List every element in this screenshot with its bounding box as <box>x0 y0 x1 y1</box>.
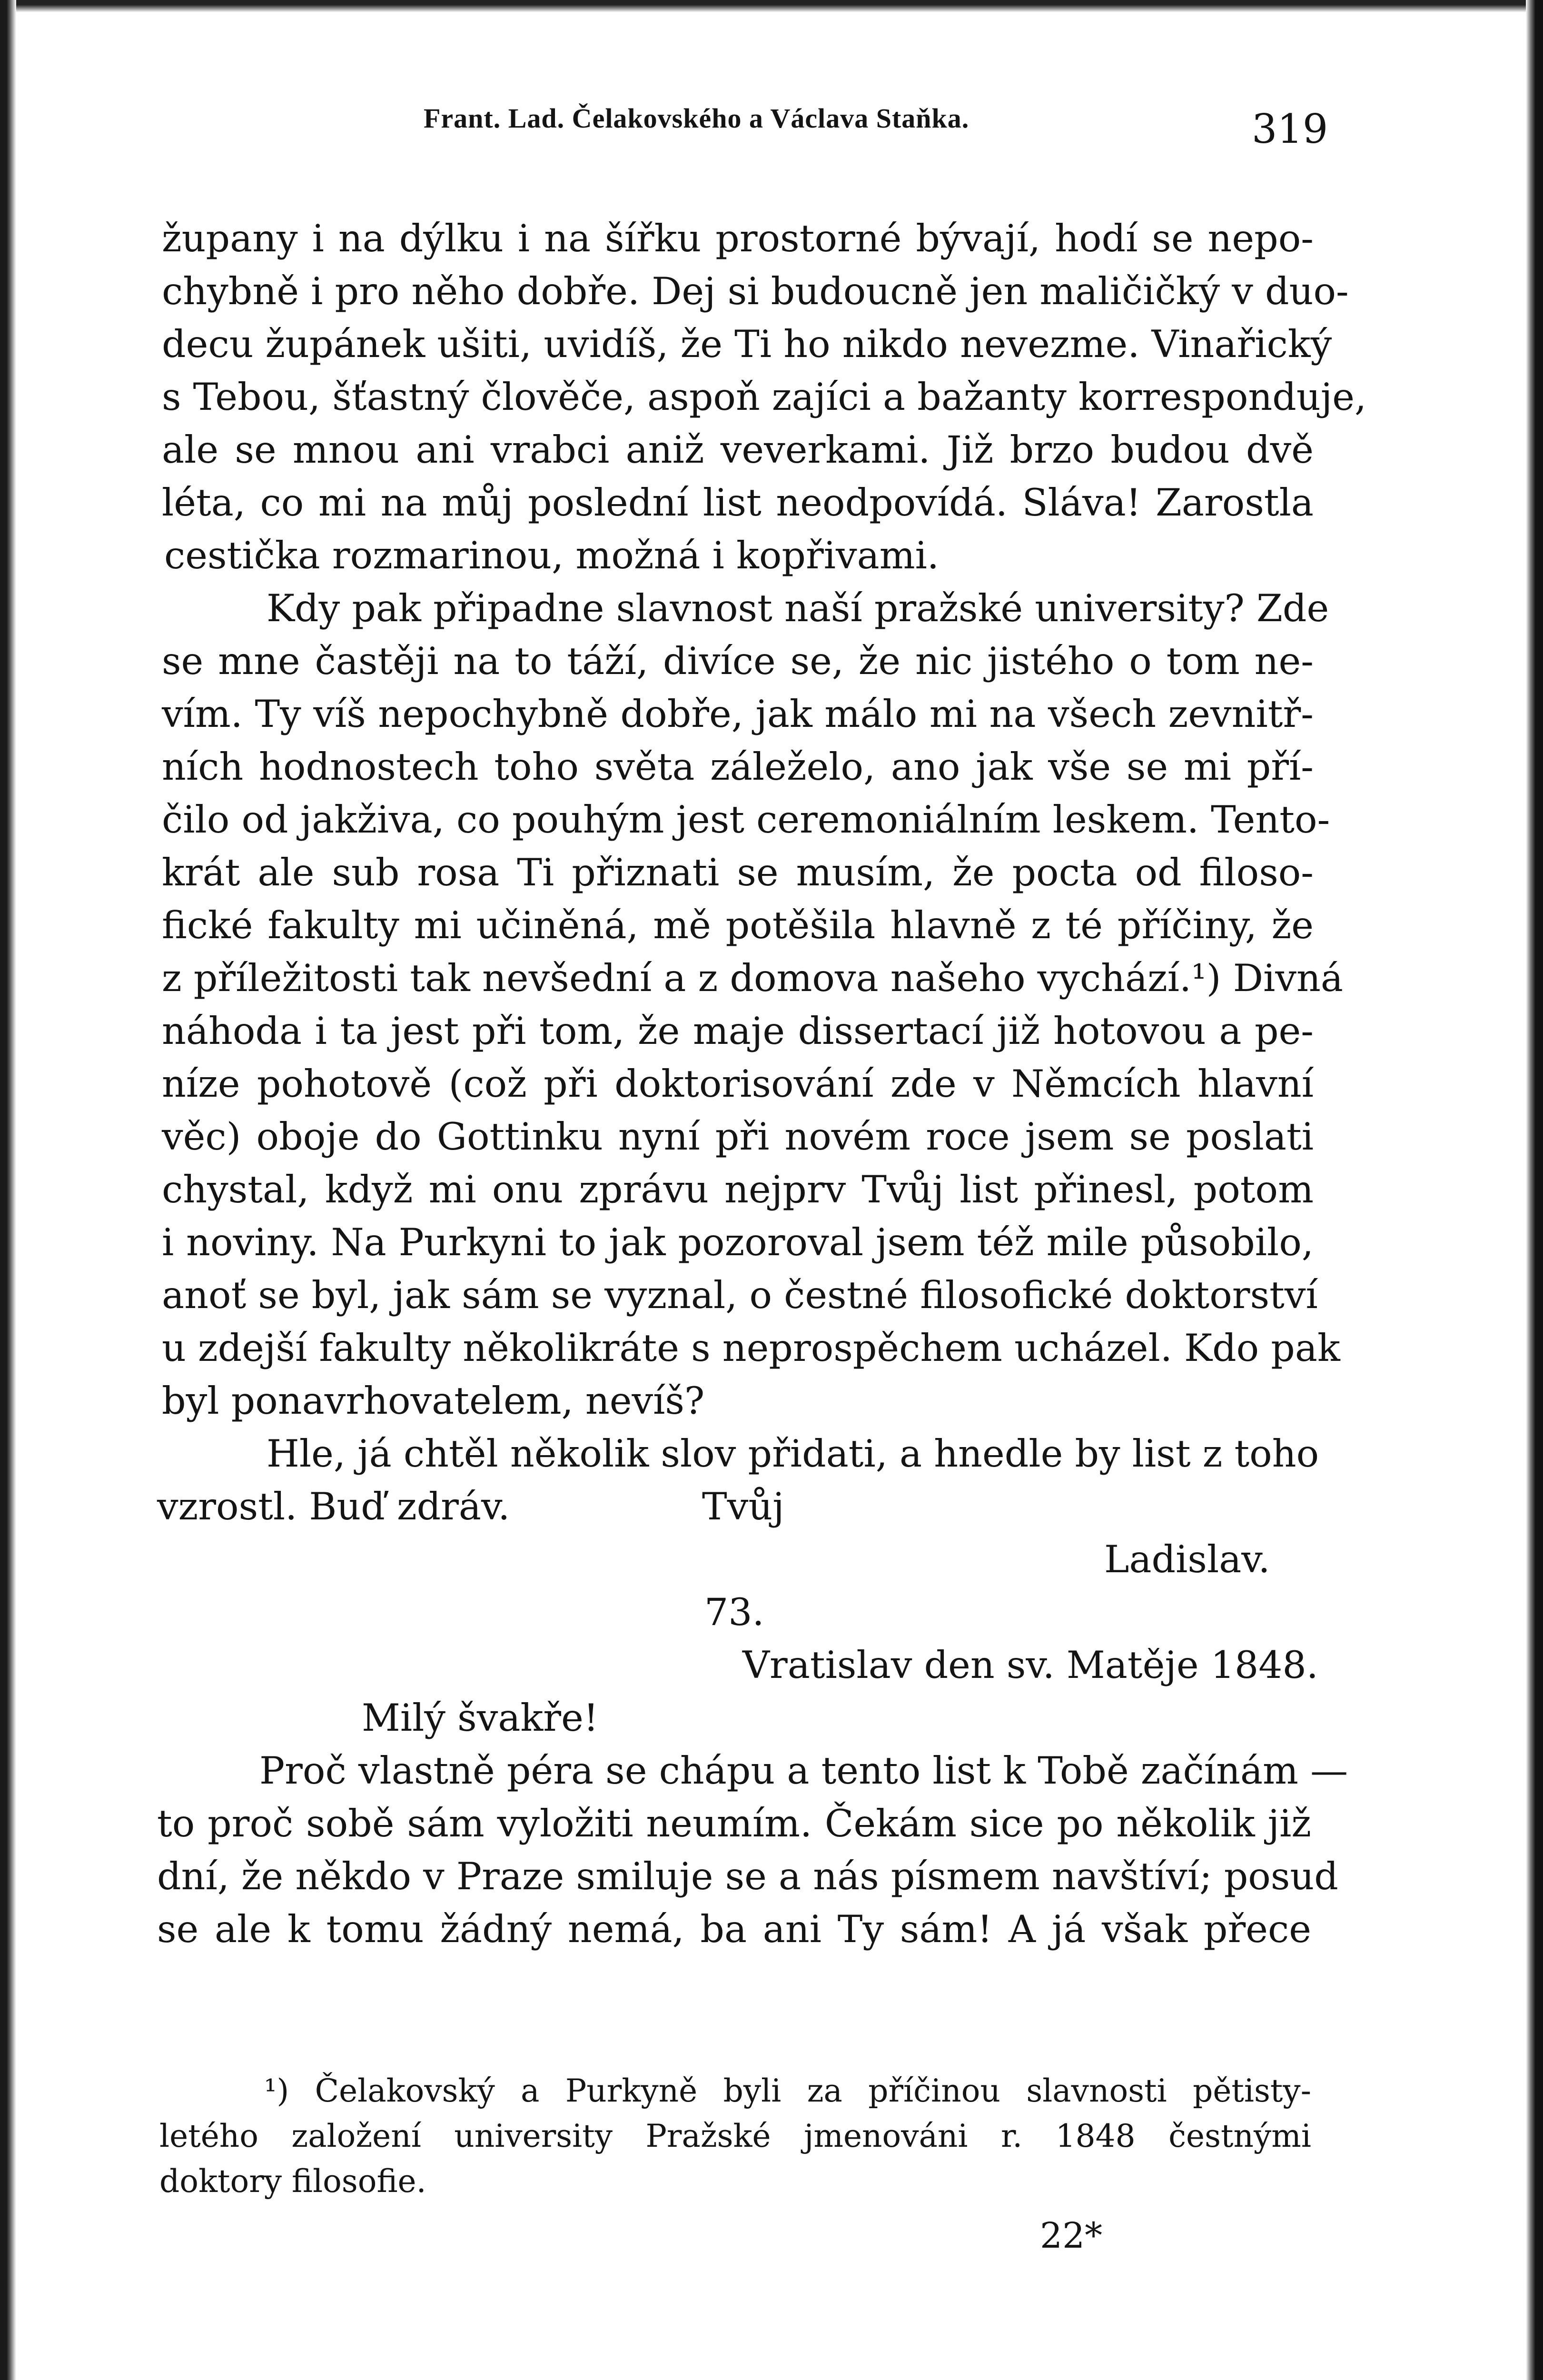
body-line: anoť se byl, jak sám se vyznal, o čestné filosofické doktorství <box>162 1273 1318 1317</box>
body-line: náhoda i ta jest při tom, že maje dissertací již hotovou a pe- <box>162 1009 1314 1053</box>
letter-line: to proč sobě sám vyložiti neumím. Čekám sice po několik již <box>157 1802 1311 1845</box>
closing-salutation: Tvůj <box>702 1485 784 1528</box>
footnote-line: doktory filosofie. <box>159 2163 426 2200</box>
body-line: ních hodnostech toho světa záleželo, ano jak vše se mi pří- <box>162 745 1314 789</box>
signature: Ladislav. <box>1104 1537 1270 1581</box>
body-line: vím. Ty víš nepochybně dobře, jak málo mi na všech zevnitř- <box>162 692 1314 736</box>
body-line: chybně i pro něho dobře. Dej si budoucně jen maličičký v duo- <box>162 269 1349 313</box>
body-line: Hle, já chtěl několik slov přidati, a hnedle by list z toho <box>267 1432 1319 1476</box>
body-line: s Tebou, šťastný člověče, aspoň zajíci a bažanty korresponduje, <box>162 375 1367 419</box>
body-line: léta, co mi na můj poslední list neodpovídá. Sláva! Zarostla <box>162 481 1314 525</box>
body-line: župany i na dýlku i na šířku prostorné bývají, hodí se nepo- <box>162 217 1314 260</box>
footnote-line: ¹) Čelakovský a Purkyně byli za příčinou slavnosti pětisty- <box>264 2073 1311 2109</box>
page-edge-right <box>1526 0 1543 2380</box>
running-head: Frant. Lad. Čelakovského a Václava Staňka. <box>424 103 969 134</box>
body-line: se mne častěji na to táží, divíce se, že nic jistého o tom ne- <box>162 639 1314 683</box>
body-line: fické fakulty mi učiněná, mě potěšila hlavně z té příčiny, že <box>162 903 1314 947</box>
body-line: Kdy pak připadne slavnost naší pražské university? Zde <box>267 586 1329 630</box>
body-line: níze pohotově (což při doktorisování zde v Němcích hlavní <box>162 1062 1314 1106</box>
letter-place-date: Vratislav den sv. Matěje 1848. <box>742 1643 1318 1687</box>
body-line: z příležitosti tak nevšední a z domova našeho vychází.¹) Divná <box>162 956 1343 1000</box>
body-line: u zdejší fakulty několikráte s neprospěchem ucházel. Kdo pak <box>162 1326 1340 1370</box>
letter-number: 73. <box>704 1590 764 1634</box>
body-line: byl ponavrhovatelem, nevíš? <box>162 1379 705 1423</box>
letter-line: Proč vlastně péra se chápu a tento list k Tobě začínám — <box>259 1749 1348 1793</box>
page-number: 319 <box>1252 106 1328 152</box>
letter-line: dní, že někdo v Praze smiluje se a nás písmem navštíví; posud <box>157 1854 1338 1898</box>
body-line: cestička rozmarinou, možná i kopřivami. <box>164 534 940 577</box>
page-edge-left <box>0 0 16 2380</box>
page-edge-top <box>0 0 1543 12</box>
footnote-line: letého založení university Pražské jmenováni r. 1848 čestnými <box>159 2118 1311 2154</box>
closing-text: vzrostl. Buď zdráv. <box>157 1485 510 1528</box>
body-line: věc) oboje do Gottinku nyní při novém roce jsem se poslati <box>162 1115 1314 1159</box>
body-line: krát ale sub rosa Ti přiznati se musím, že pocta od filoso- <box>162 851 1314 894</box>
body-line: i noviny. Na Purkyni to jak pozoroval jsem též mile působilo, <box>162 1220 1314 1264</box>
body-line: decu župánek ušiti, uvidíš, že Ti ho nikdo nevezme. Vinařický <box>162 322 1332 366</box>
body-line: ale se mnou ani vrabci aniž veverkami. Již brzo budou dvě <box>162 428 1314 472</box>
signature-mark: 22* <box>1040 2215 1103 2256</box>
body-line: chystal, když mi onu zprávu nejprv Tvůj list přinesl, potom <box>162 1168 1314 1211</box>
body-line: čilo od jakživa, co pouhým jest ceremoniálním leskem. Tento- <box>162 798 1330 842</box>
letter-line: se ale k tomu žádný nemá, ba ani Ty sám! A já však přece <box>157 1907 1311 1951</box>
letter-greeting: Milý švakře! <box>362 1696 599 1740</box>
